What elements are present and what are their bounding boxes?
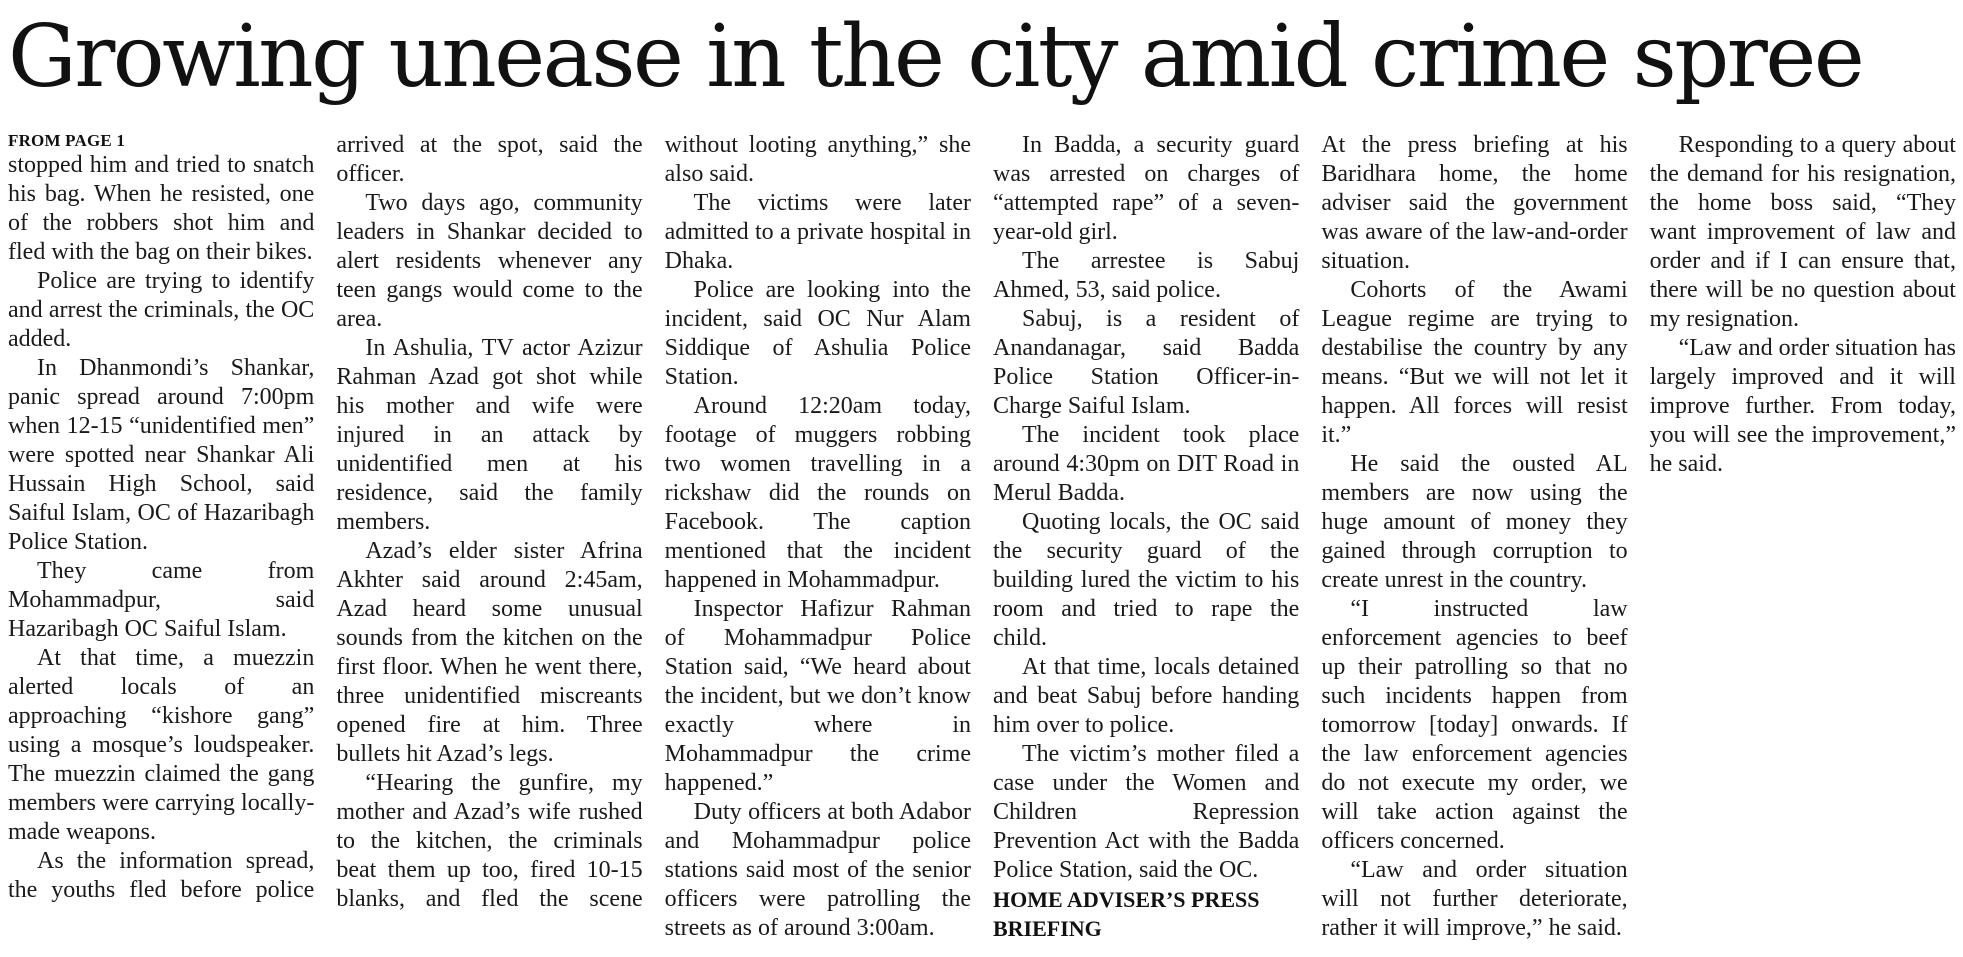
article-paragraph: Quoting locals, the OC said the security guard of the building lured the victim to his room and tried to rape the child. bbox=[992, 509, 1300, 651]
body-section-press-briefing bbox=[1321, 131, 1956, 945]
article-paragraph: stopped him and tried to snatch his bag. When he resisted, one of the robbers shot him and fled with the bag on their bikes. bbox=[8, 152, 315, 265]
article-paragraph: Responding to a query about the demand for his resignation, the home boss said, “They want improvement of law and order and if I can ensure that, there will be no question about my resignation. bbox=[1649, 132, 1956, 332]
article-paragraph: “Law and order situation has largely improved and it will improve further. From today, you will see the improvement,” he said. bbox=[1649, 335, 1956, 477]
article-paragraph: At that time, a muezzin alerted locals of an approaching “kishore gang” using a mosque’s loudspeaker. The muezzin claimed the gang members were carrying locally-made weapons. bbox=[8, 645, 315, 845]
article-paragraph: “I instructed law enforcement agencies to beef up their patrolling so that no such incidents happen from tomorrow [today] onwards. If the law enforcement agencies do not execute my order, we will take action against the officers concerned. bbox=[1321, 596, 1628, 854]
article-paragraph: He said the ousted AL members are now using the huge amount of money they gained through corruption to create unrest in the country. bbox=[1321, 451, 1628, 593]
article-paragraph: The victim’s mother filed a case under the Women and Children Repression Prevention Act with the Badda Police Station, said the OC. bbox=[992, 741, 1300, 883]
body-section bbox=[8, 131, 1299, 945]
article-paragraph: Sabuj, is a resident of Anandanagar, said Badda Police Station Officer-in-Charge Saiful Islam. bbox=[992, 306, 1300, 419]
article-paragraph: In Ashulia, TV actor Azizur Rahman Azad got shot while his mother and wife were injured in an attack by unidentified men at his residence, said the family members. bbox=[336, 335, 643, 535]
article-paragraph: The victims were later admitted to a private hospital in Dhaka. bbox=[664, 190, 971, 274]
article-paragraph: Police are looking into the incident, said OC Nur Alam Siddique of Ashulia Police Station. bbox=[664, 277, 971, 390]
article-paragraph: Cohorts of the Awami League regime are trying to destabilise the country by any means. “But we will not let it happen. All forces will resist it.” bbox=[1321, 277, 1628, 448]
article-paragraph: They came from Mohammadpur, said Hazaribagh OC Saiful Islam. bbox=[8, 558, 315, 642]
article-paragraph: In Badda, a security guard was arrested on charges of “attempted rape” of a seven-year-old girl. bbox=[992, 132, 1300, 245]
article-paragraph: Police are trying to identify and arrest the criminals, the OC added. bbox=[8, 268, 315, 352]
article-paragraph: Inspector Hafizur Rahman of Mohammadpur Police Station said, “We heard about the incident, but we don’t know exactly where in Mohammadpur the crime happened.” bbox=[664, 596, 971, 796]
article-paragraph: “Hearing the gunfire, my mother and Azad’s wife rushed to the kitchen, the criminals beat them up too, fired 10-15 blanks, and fled the scene without looting anything,” she also said. bbox=[336, 132, 971, 912]
article-headline: Growing unease in the city amid crime spree bbox=[8, 7, 1863, 107]
article-paragraph: Duty officers at both Adabor and Mohammadpur police stations said most of the senior officers were patrolling the streets as of around 3:00am. bbox=[664, 799, 971, 941]
article-paragraph: Two days ago, community leaders in Shankar decided to alert residents whenever any teen gangs would come to the area. bbox=[336, 190, 643, 332]
section-subheading: HOME ADVISER’S PRESS BRIEFING bbox=[992, 887, 1260, 941]
article-paragraph: Around 12:20am today, footage of muggers robbing two women travelling in a rickshaw did the rounds on Facebook. The caption mentioned that the incident happened in Mohammadpur. bbox=[664, 393, 971, 593]
article-paragraph: The incident took place around 4:30pm on DIT Road in Merul Badda. bbox=[992, 422, 1300, 506]
article-body bbox=[8, 131, 1956, 945]
article-paragraph: As the information spread, the youths fled before police arrived at the spot, said the officer. bbox=[8, 132, 643, 903]
article-paragraph: In Dhanmondi’s Shankar, panic spread around 7:00pm when 12-15 “unidentified men” were spotted near Shankar Ali Hussain High School, said Saiful Islam, OC of Hazaribagh Police Station. bbox=[8, 355, 315, 555]
article-paragraph: Azad’s elder sister Afrina Akhter said around 2:45am, Azad heard some unusual sounds from the kitchen on the first floor. When he went there, three unidentified miscreants opened fire at him. Three bullets hit Azad’s legs. bbox=[336, 538, 643, 767]
article-paragraph: At that time, locals detained and beat Sabuj before handing him over to police. bbox=[992, 654, 1300, 738]
article-paragraph: At the press briefing at his Baridhara home, the home adviser said the government was aware of the law-and-order situation. bbox=[1321, 132, 1628, 274]
article-paragraph: The arrestee is Sabuj Ahmed, 53, said police. bbox=[992, 248, 1300, 303]
continued-from-label: FROM PAGE 1 bbox=[8, 131, 126, 150]
article-paragraph: “Law and order situation will not further deteriorate, rather it will improve,” he said. bbox=[1321, 857, 1628, 941]
